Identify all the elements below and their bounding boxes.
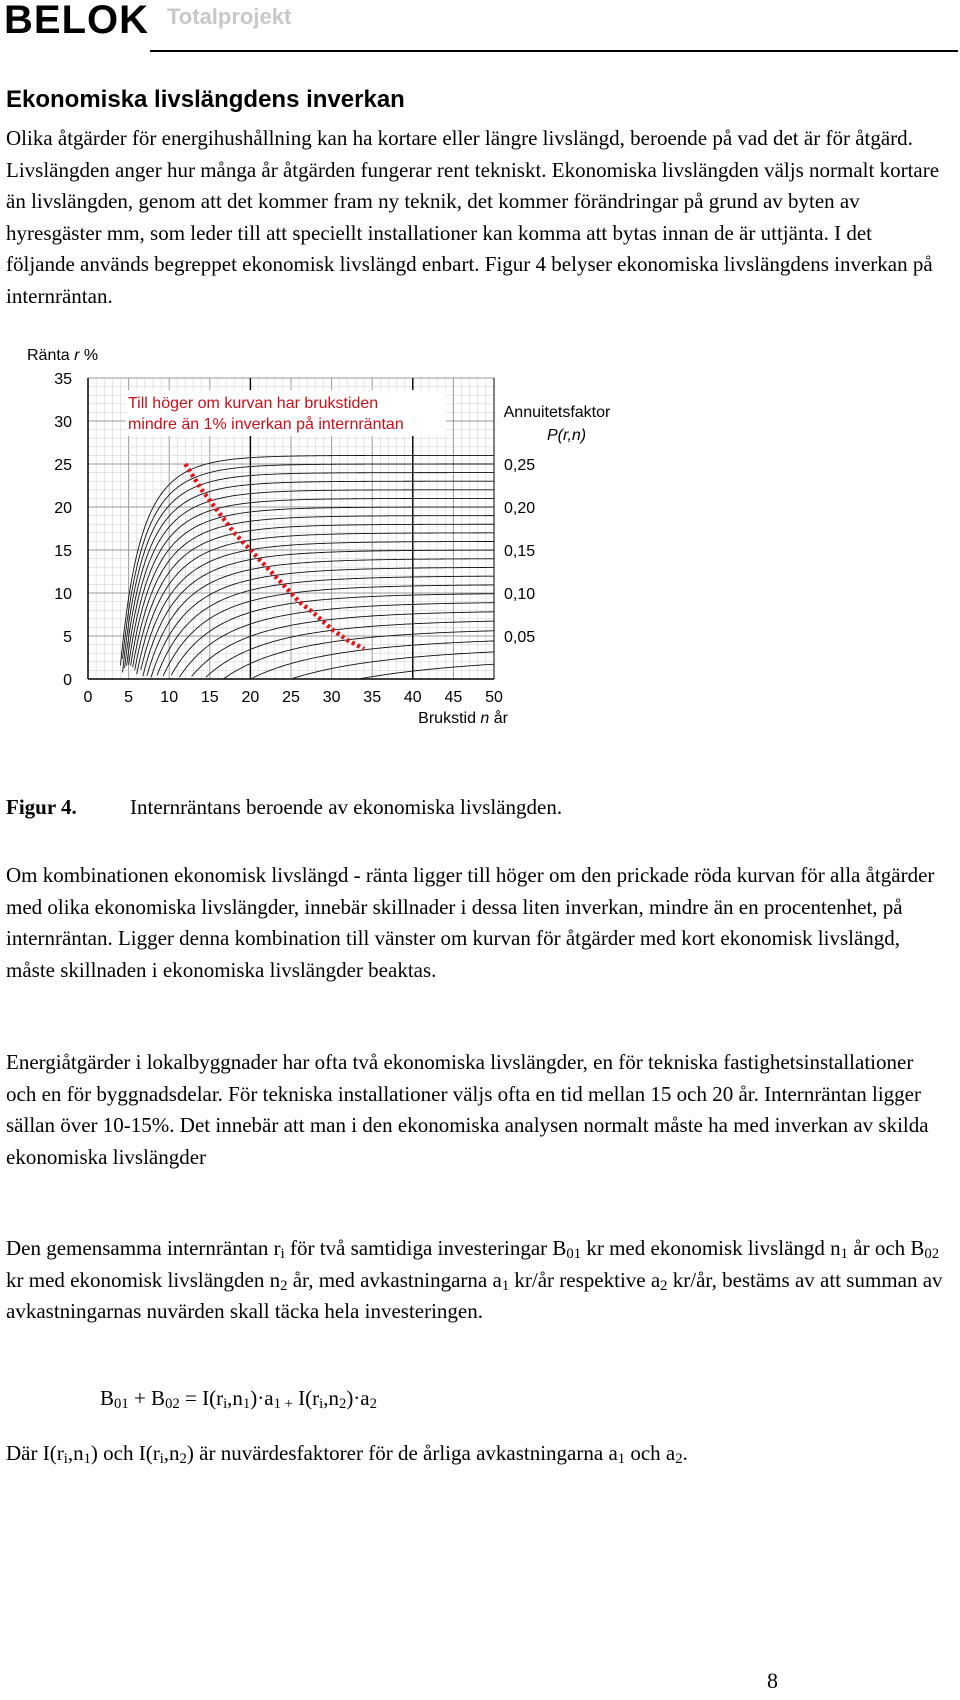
y-tick-label: 10 [54, 586, 72, 603]
figure-caption [6, 795, 563, 820]
formula-explanation: Där $I(r_i,n_1)$ och $I(r_i,n_2)$ är nuvärdesfaktorer för de årliga avkastningarna $a_1$ och $a_2$. [6, 1441, 688, 1467]
annuity-curve [252, 641, 494, 678]
annuity-curve [127, 490, 494, 666]
x-tick-label: 35 [363, 689, 382, 706]
right-tick-label: 0,20 [504, 500, 536, 517]
x-tick-label: 20 [241, 689, 260, 706]
right-tick-label: 0,25 [504, 457, 536, 474]
x-tick-label: 30 [322, 689, 341, 706]
paragraph-energy-measures: Energiåtgärder i lokalbyggnader har ofta två ekonomiska livslängder, en för tekniska fastighetsinstallationer och en för byggnadsdelar. För tekniska installationer väljs ofta en tid mellan 15 och 20 år. Internräntan ligger sällan över 10-15%. Det innebär att man i den ekonomiska analysen normalt måste ha med inverkan av skilda ekonomiska livslängder [6, 1050, 929, 1169]
investment-formula: $B_{01} + B_{02} = I(r_i,n_1)\cdot a_{1 +}$ $I(r_i,n_2)\cdot a_2$ [100, 1386, 377, 1412]
right-axis-var: P(r,n) [547, 427, 587, 444]
y-tick-label: 20 [54, 500, 72, 517]
x-tick-label: 15 [200, 689, 219, 706]
right-axis-title: Annuitetsfaktor [503, 404, 611, 421]
annuity-curve [129, 498, 494, 664]
header-rule [150, 50, 958, 52]
interest-rate-chart [0, 347, 620, 790]
figure-label: Figur 4. [6, 795, 77, 819]
x-tick-label: 5 [124, 689, 134, 706]
x-tick-label: 10 [160, 689, 179, 706]
x-axis-title: Brukstid n år [418, 710, 508, 727]
x-tick-label: 0 [83, 689, 93, 706]
right-tick-label: 0,05 [504, 629, 536, 646]
y-tick-label: 30 [54, 414, 72, 431]
y-tick-label: 0 [63, 672, 72, 689]
y-axis-title: Ränta r % [27, 347, 99, 364]
right-tick-label: 0,15 [504, 543, 536, 560]
y-tick-label: 25 [54, 457, 72, 474]
x-tick-label: 45 [444, 689, 463, 706]
annotation-line-1: Till höger om kurvan har brukstiden [128, 395, 379, 412]
x-tick-label: 40 [403, 689, 422, 706]
page-header [0, 0, 960, 52]
y-tick-label: 15 [54, 543, 72, 560]
section-heading: Ekonomiska livslängdens inverkan [6, 86, 405, 113]
annuity-curve [135, 524, 494, 670]
page-number: 8 [767, 1668, 778, 1693]
belok-logo: BELOK [4, 0, 149, 42]
paragraph-internal-rate: Den gemensamma internräntan $r_i$ för två samtidiga investeringar $B_{01}$ kr med ekonomisk livslängd $n_1$ år och $B_{02}$ kr med ekonomisk livslängden $n_2$ år, med avkastningarna $a_1$ kr/år respektive $a_2$ kr/år, bestäms av att summan av avkastningarnas nuvärden skall täcka hela investeringen. [6, 1236, 943, 1323]
x-tick-label: 50 [485, 689, 503, 706]
y-tick-label: 35 [54, 371, 72, 388]
header-subtitle: Totalprojekt [167, 4, 292, 29]
annuity-curve [131, 507, 494, 665]
annuity-curve [171, 594, 494, 675]
paragraph-combination: Om kombinationen ekonomisk livslängd - ränta ligger till höger om den prickade röda kurvan för alla åtgärder med olika ekonomiska livslängder, innebär skillnader i dessa liten inverkan, mindre än en procentenhet, på internräntan. Ligger denna kombination till vänster om kurvan för åtgärder med kort ekonomisk livslängd, måste skillnaden i ekonomiska livslängder beaktas. [6, 863, 935, 982]
y-tick-label: 5 [63, 629, 72, 646]
intro-paragraph: Olika åtgärder för energihushållning kan ha kortare eller längre livslängd, beroende på vad det är för åtgärd. Livslängden anger hur många år åtgärden fungerar rent tekniskt. Ekonomiska livslängden väljs normalt kortare än livslängden, genom att det kommer fram ny teknik, det kommer förändringar på grund av byten av hyresgäster mm, som leder till att speciellt installationer kan komma att bytas innan de är uttjänta. I det följande används begreppet ekonomisk livslängd enbart. Figur 4 belyser ekonomiska livslängdens inverkan på internräntan. [6, 126, 940, 308]
annuity-curve [206, 621, 494, 677]
figure-caption-text: Internräntans beroende av ekonomiska livslängden. [130, 795, 563, 819]
right-tick-label: 0,10 [504, 586, 536, 603]
x-tick-label: 25 [282, 689, 300, 706]
annuity-curve [125, 481, 494, 668]
annotation-line-2: mindre än 1% inverkan på internräntan [128, 416, 404, 433]
annuity-curve [179, 603, 494, 678]
